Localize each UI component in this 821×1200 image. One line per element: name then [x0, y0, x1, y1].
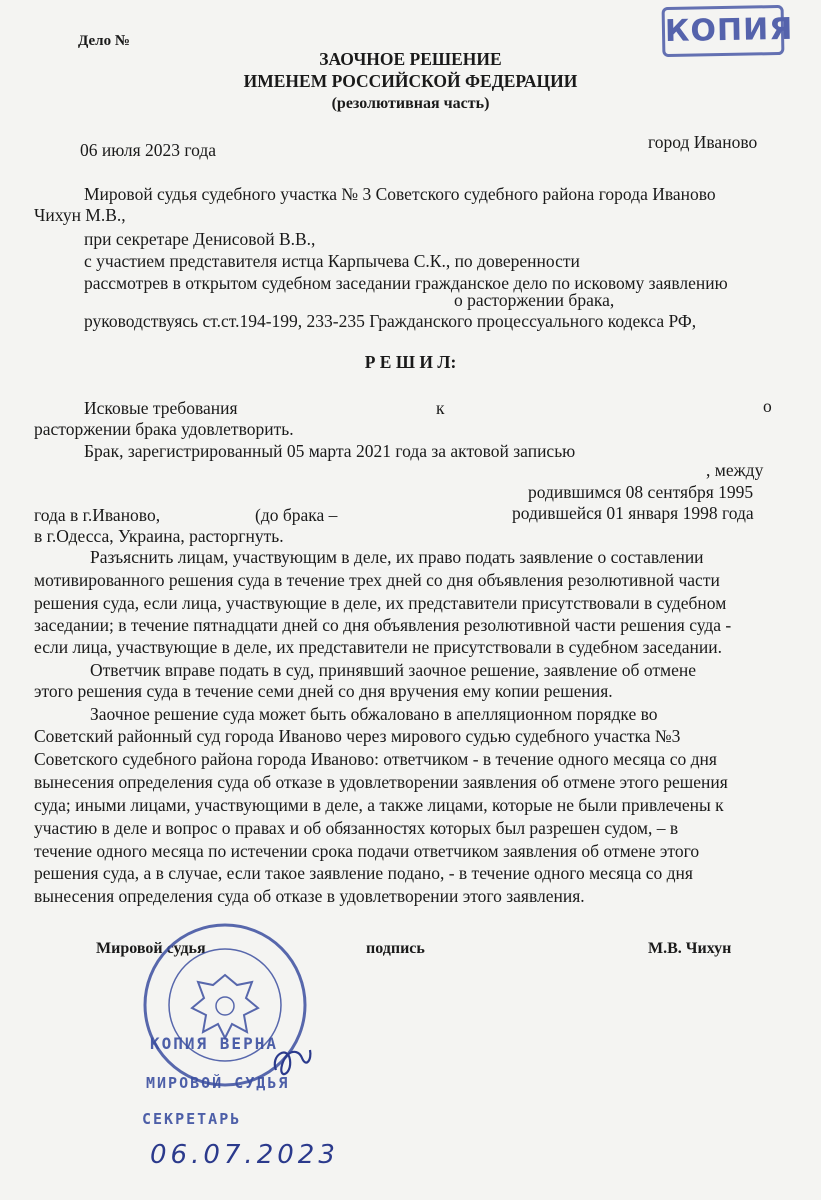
intro-line: о расторжении брака, — [454, 290, 615, 310]
case-number: Дело № — [78, 33, 130, 49]
explain-line: вынесения определения суда об отказе в удовлетворении заявления об отмене этого решения — [34, 772, 728, 792]
secretary-stamp: СЕКРЕТАРЬ — [142, 1110, 242, 1128]
explain-line: вынесения определения суда об отказе в удовлетворении этого заявления. — [34, 886, 585, 906]
decision-city: город Иваново — [648, 132, 758, 152]
judge-stamp: МИРОВОЙ СУДЬЯ — [146, 1074, 290, 1092]
signature-mark — [268, 1030, 318, 1090]
ruling-text: родившимся 08 сентября 1995 — [528, 482, 754, 502]
doc-subtitle: ИМЕНЕМ РОССИЙСКОЙ ФЕДЕРАЦИИ — [243, 71, 578, 91]
explain-line: течение одного месяца по истечении срока подачи ответчиком заявления об отмене этого — [34, 841, 700, 861]
ruling-text: родившейся 01 января 1998 года — [512, 503, 754, 523]
ruling-text: года в г.Иваново, — [34, 505, 161, 525]
explain-line: решения суда, а в случае, если такое заявление подано, - в течение одного месяца со дня — [34, 863, 693, 883]
explain-line: если лица, участвующие в деле, их представители не присутствовали в судебном заседании. — [34, 637, 722, 657]
signature-name: М.В. Чихун — [648, 940, 732, 957]
copy-true-stamp: КОПИЯ ВЕРНА — [150, 1034, 278, 1053]
explain-line: заседании; в течение пятнадцати дней со дня объявления резолютивной части решения суда - — [34, 615, 732, 635]
ruling-text: Брак, зарегистрированный 05 марта 2021 года за актовой записью — [84, 441, 576, 461]
explain-line: решения суда, если лица, участвующие в деле, их представители присутствовали в судебном — [34, 593, 727, 613]
ruling-text: к — [436, 398, 445, 418]
signature-role: Мировой судья — [96, 940, 206, 957]
intro-line: Мировой судья судебного участка № 3 Советского судебного района города Иваново — [84, 184, 716, 204]
explain-line: Разъяснить лицам, участвующим в деле, их право подать заявление о составлении — [90, 547, 704, 567]
explain-line: мотивированного решения суда в течение трех дней со дня объявления резолютивной части — [34, 570, 720, 590]
explain-line: Советского судебного района города Иваново: ответчиком - в течение одного месяца со дня — [34, 749, 717, 769]
doc-part: (резолютивная часть) — [331, 95, 490, 112]
explain-line: Заочное решение суда может быть обжаловано в апелляционном порядке во — [90, 704, 658, 724]
intro-line: Чихун М.В., — [34, 205, 126, 225]
ruling-text: (до брака – — [255, 505, 338, 525]
doc-title: ЗАОЧНОЕ РЕШЕНИЕ — [319, 49, 502, 69]
copy-stamp: КОПИЯ — [662, 5, 785, 57]
explain-line: участию в деле и вопрос о правах и об обязанностях которых был разрешен судом, – в — [34, 818, 679, 838]
intro-line: с участием представителя истца Карпычева С.К., по доверенности — [84, 251, 580, 271]
ruling-text: о — [763, 396, 772, 416]
handwritten-date: 06.07.2023 — [150, 1140, 339, 1170]
intro-line: рассмотрев в открытом судебном заседании гражданское дело по исковому заявлению — [84, 273, 728, 293]
intro-line: руководствуясь ст.ст.194-199, 233-235 Гражданского процессуального кодекса РФ, — [84, 311, 697, 331]
ruling-text: Исковые требования — [84, 398, 238, 418]
explain-line: этого решения суда в течение семи дней со дня вручения ему копии решения. — [34, 681, 613, 701]
decision-date: 06 июля 2023 года — [80, 140, 217, 160]
decided-heading: Р Е Ш И Л: — [364, 352, 457, 372]
ruling-text: в г.Одесса, Украина, расторгнуть. — [34, 526, 284, 546]
explain-line: Советский районный суд города Иваново через мирового судью судебного участка №3 — [34, 726, 681, 746]
signature-sign: подпись — [366, 940, 425, 957]
ruling-text: , между — [706, 460, 764, 480]
ruling-text: расторжении брака удовлетворить. — [34, 419, 294, 439]
explain-line: суда; иными лицами, участвующими в деле, а также лицами, которые не были привлечены к — [34, 795, 724, 815]
intro-line: при секретаре Денисовой В.В., — [84, 229, 316, 249]
explain-line: Ответчик вправе подать в суд, принявший заочное решение, заявление об отмене — [90, 660, 696, 680]
